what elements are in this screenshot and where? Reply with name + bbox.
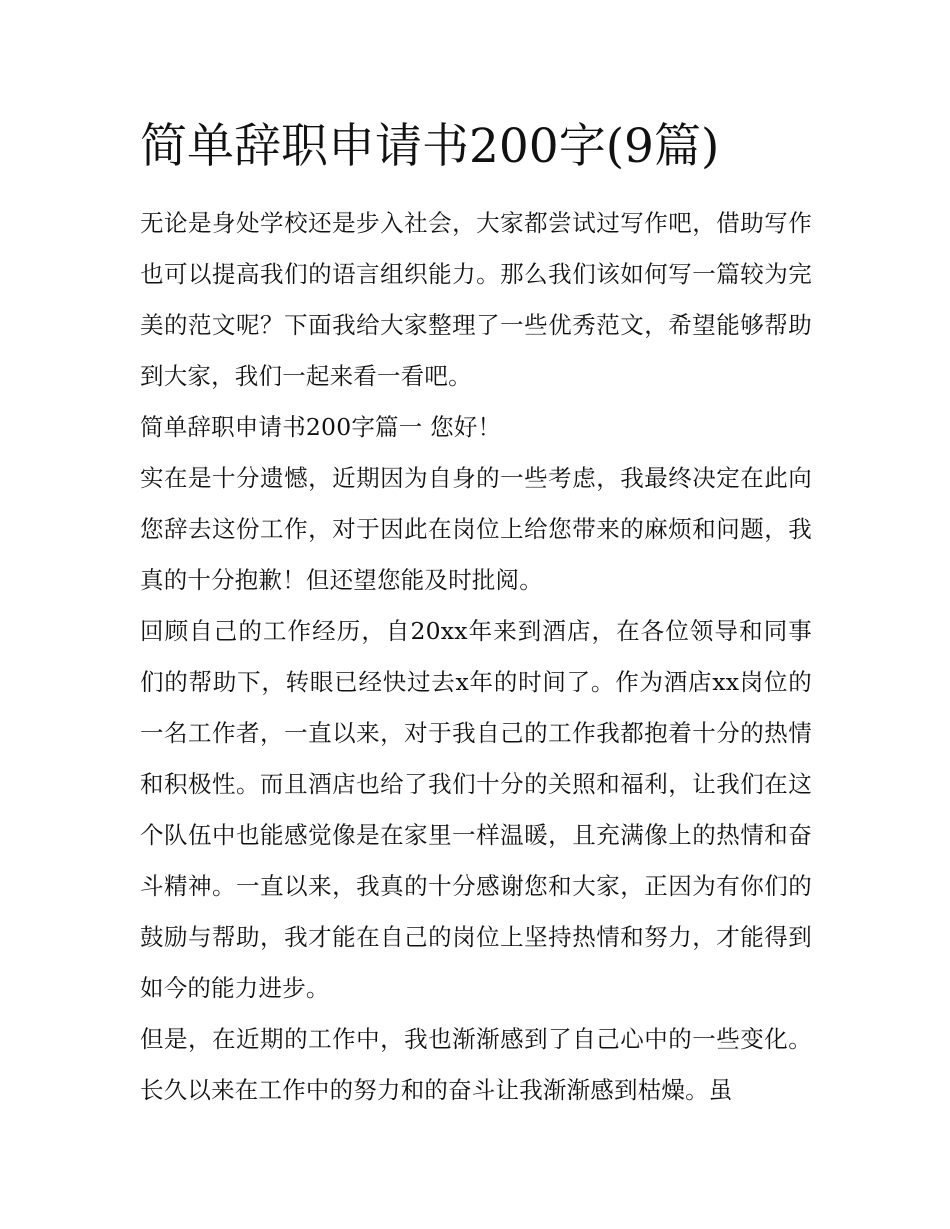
document-title: 简单辞职申请书200字(9篇)	[140, 119, 720, 174]
body-paragraph: 实在是十分遗憾，近期因为自身的一些考虑，我最终决定在此向您辞去这份工作，对于因此在岗位上给您带来的麻烦和问题，我真的十分抱歉！但还望您能及时批阅。	[140, 464, 812, 594]
body-paragraph: 但是，在近期的工作中，我也渐渐感到了自己心中的一些变化。长久以来在工作中的努力和的奋斗让我渐渐感到枯燥。虽	[140, 1025, 812, 1104]
intro-paragraph: 无论是身处学校还是步入社会，大家都尝试过写作吧，借助写作也可以提高我们的语言组织能力。那么我们该如何写一篇较为完美的范文呢？下面我给大家整理了一些优秀范文，希望能够帮助到大家，我们一起来看一看吧。	[140, 209, 812, 390]
section-heading-paragraph: 简单辞职申请书200字篇一 您好！	[140, 413, 502, 441]
document-body	[140, 198, 812, 1116]
body-paragraph: 回顾自己的工作经历，自20xx年来到酒店，在各位领导和同事们的帮助下，转眼已经快过去x年的时间了。作为酒店xx岗位的一名工作者，一直以来，对于我自己的工作我都抱着十分的热情和积极性。而且酒店也给了我们十分的关照和福利，让我们在这个队伍中也能感觉像是在家里一样温暖，且充满像上的热情和奋斗精神。一直以来，我真的十分感谢您和大家，正因为有你们的鼓励与帮助，我才能在自己的岗位上坚持热情和努力，才能得到如今的能力进步。	[140, 617, 812, 1002]
